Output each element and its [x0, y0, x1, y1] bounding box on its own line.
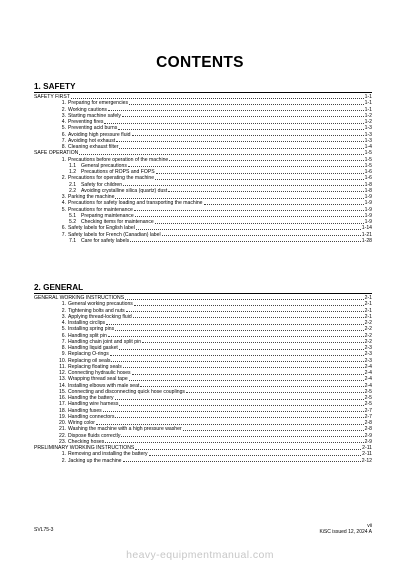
- toc-entry-page: 2-3: [364, 345, 372, 351]
- dot-leader: [133, 317, 364, 318]
- toc-entry-page: 2-4: [364, 382, 372, 389]
- toc-entry-title: Precautions for operating the machine: [68, 175, 155, 182]
- toc-entry-title: Handling wire harness: [68, 401, 119, 408]
- toc-entry-number: 1.: [61, 451, 66, 458]
- toc-entry-page: 1-6: [364, 169, 372, 175]
- section-general: [34, 283, 372, 464]
- toc-entry-page: 1-9: [364, 206, 372, 213]
- dot-leader: [96, 424, 364, 425]
- dot-leader: [134, 305, 364, 306]
- dot-leader: [132, 374, 364, 375]
- toc-entry-number: 15.: [59, 388, 67, 395]
- toc-entry-number: 21.: [59, 426, 67, 433]
- toc-entry-number: 1.: [61, 100, 66, 107]
- dot-leader: [108, 336, 364, 337]
- dot-leader: [115, 399, 364, 400]
- toc-entry-page: 2-7: [364, 413, 372, 420]
- toc-entry[interactable]: [34, 238, 372, 244]
- dot-leader: [103, 411, 364, 412]
- dot-leader: [129, 104, 364, 105]
- toc-entry-page: 1-9: [364, 212, 372, 219]
- toc-entry-number: 6.: [61, 332, 66, 339]
- dot-leader: [155, 223, 364, 224]
- toc-entry-page: 1-3: [364, 137, 372, 144]
- section-heading: 1. SAFETY: [34, 82, 76, 91]
- toc-entry-title: Applying thread-locking fluid: [68, 313, 132, 320]
- toc-entry-number: 2.: [61, 106, 66, 113]
- toc-entry-title: Handling chain joint and split pin: [68, 338, 142, 345]
- toc-entry-page: 1-3: [364, 125, 372, 132]
- section-divider: [34, 293, 372, 294]
- toc-entry-number: 7.1: [69, 237, 77, 244]
- toc-entry-number: 5.: [61, 326, 66, 333]
- toc-entry-page: 1-6: [364, 175, 372, 182]
- toc-entry-number: 2.2: [69, 187, 77, 194]
- toc-entry-title: Precautions of ROPS and FOPS: [81, 169, 155, 175]
- dot-leader: [149, 455, 362, 456]
- toc-entry-number: 8.: [61, 345, 66, 351]
- dot-leader: [132, 135, 364, 136]
- toc-entry-title: Dispose fluids correctly: [68, 432, 121, 439]
- toc-entry-page: 2-11: [362, 445, 372, 451]
- toc-entry-page: 2-3: [364, 357, 372, 364]
- toc-entry-title: Working cautions: [68, 106, 107, 113]
- dot-leader: [142, 342, 364, 343]
- dot-leader: [119, 148, 363, 149]
- toc-entry-page: 2-1: [364, 295, 372, 301]
- dot-leader: [108, 110, 364, 111]
- toc-entry-title: Connecting hydraulic hoses: [68, 370, 131, 376]
- toc-entry-title: Tightening bolts and nuts: [68, 307, 125, 314]
- toc-entry-title: Precautions for safety loading and transporting the machine: [68, 200, 203, 207]
- toc-entry-page: 1-21: [361, 231, 372, 238]
- toc-entry-title: GENERAL WORKING INSTRUCTIONS: [34, 295, 125, 301]
- dot-leader: [130, 241, 361, 242]
- toc-entry-title: Handling connectors: [68, 413, 115, 420]
- dot-leader: [123, 185, 364, 186]
- toc-entry-page: 2-1: [364, 301, 372, 308]
- toc-entry-page: 2-1: [364, 313, 372, 320]
- toc-entry-title: Safety for children: [81, 181, 123, 188]
- dot-leader: [162, 235, 361, 236]
- toc-entry-title: Precautions before operation of the machine: [68, 156, 169, 163]
- toc-entry-title: Avoiding hot exhaust: [68, 137, 116, 144]
- toc-entry-page: 2-9: [364, 438, 372, 445]
- toc-entry-page: 2-11: [362, 451, 372, 458]
- toc-entry-title: Handling split pin: [68, 332, 107, 339]
- toc-entry-page: 2-2: [364, 326, 372, 333]
- toc-entry-number: 5.: [61, 125, 66, 132]
- dot-leader: [125, 299, 364, 300]
- toc-entry-page: 1-2: [364, 119, 372, 125]
- toc-entry-title: Replacing oil seals: [68, 357, 111, 364]
- toc-entry-title: Checking items for maintenance: [81, 219, 154, 225]
- toc-entry-title: Checking hoses: [68, 438, 105, 445]
- toc-entry-page: 2-8: [364, 420, 372, 426]
- toc-entry-number: 22.: [59, 432, 67, 439]
- toc-entry-number: 7.: [61, 338, 66, 345]
- toc-entry-title: Replacing O-rings: [68, 351, 109, 358]
- toc-entry-page: 2-12: [361, 457, 372, 464]
- toc-entry-number: 1.1: [69, 162, 77, 169]
- toc-entry-title: Handling the battery: [68, 395, 114, 401]
- dot-leader: [111, 361, 363, 362]
- toc-entry-number: 1.2: [69, 169, 77, 175]
- toc-entry-page: 1-5: [364, 150, 372, 157]
- toc-entry-title: General working precautions: [68, 301, 133, 308]
- toc-entry-page: 2-9: [364, 432, 372, 439]
- dot-leader: [119, 349, 364, 350]
- toc-entry-number: 2.1: [69, 181, 77, 188]
- dot-leader: [168, 191, 363, 192]
- footer-issue: KiSC issued 12, 2024 A: [319, 529, 372, 535]
- toc-entry-page: 1-9: [364, 194, 372, 200]
- watermark: heavy-equipmentmanual.com: [126, 549, 274, 561]
- dot-leader: [123, 367, 364, 368]
- toc-entry-number: 2.: [61, 457, 66, 464]
- toc-entry-title: SAFETY FIRST: [34, 94, 70, 100]
- dot-leader: [119, 405, 363, 406]
- dot-leader: [140, 386, 363, 387]
- toc-entry-title: Wrapping thread seal tape: [68, 376, 128, 383]
- toc-entry-page: 2-4: [364, 370, 372, 376]
- toc-list: [34, 295, 372, 464]
- toc-entry-number: 6.: [61, 225, 66, 232]
- toc-entry-number: 3.: [61, 194, 66, 200]
- toc-entry-title: Safety labels for English label: [68, 225, 135, 232]
- toc-entry-title: Preparing for emergencies: [68, 100, 129, 107]
- dot-leader: [135, 449, 361, 450]
- toc-entry-number: 2.: [61, 175, 66, 182]
- section-divider: [34, 92, 372, 93]
- toc-entry-page: 2-5: [364, 388, 372, 395]
- dot-leader: [116, 141, 363, 142]
- dot-leader: [156, 173, 364, 174]
- dot-leader: [169, 160, 363, 161]
- toc-entry-number: 3.: [61, 112, 66, 119]
- dot-leader: [118, 129, 363, 130]
- dot-leader: [186, 392, 364, 393]
- toc-entry-number: 14.: [59, 382, 67, 389]
- toc-entry-title: PRELIMINARY WORKING INSTRUCTIONS: [34, 445, 135, 451]
- toc-entry-page: 2-7: [364, 407, 372, 414]
- toc-entry-page: 2-4: [364, 363, 372, 370]
- toc-entry-page: 2-1: [364, 307, 372, 314]
- toc-entry-number: 6.: [61, 131, 66, 138]
- toc-entry-number: 1.: [61, 156, 66, 163]
- dot-leader: [136, 229, 361, 230]
- dot-leader: [105, 442, 363, 443]
- toc-entry-page: 1-1: [364, 94, 372, 100]
- toc-entry-number: 7.: [61, 137, 66, 144]
- toc-entry-title: Jacking up the machine: [68, 457, 122, 464]
- dot-leader: [104, 123, 363, 124]
- toc-entry-title: Removing and installing the battery: [68, 451, 148, 458]
- toc-entry-page: 1-14: [361, 225, 372, 232]
- dot-leader: [129, 380, 364, 381]
- toc-entry-page: 1-5: [364, 162, 372, 169]
- toc-entry-number: 17.: [59, 401, 67, 408]
- toc-entry-number: 10.: [59, 357, 67, 364]
- toc-entry-title: Avoiding crystalline silica (quartz) dust: [81, 187, 168, 194]
- dot-leader: [122, 116, 364, 117]
- toc-entry-number: 18.: [59, 407, 67, 414]
- dot-leader: [204, 204, 364, 205]
- toc-entry-page: 1-28: [361, 237, 372, 244]
- toc-entry-number: 19.: [59, 413, 67, 420]
- toc-entry-number: 8.: [61, 144, 66, 150]
- toc-entry-number: 4.: [61, 320, 66, 326]
- toc-entry-page: 2-2: [364, 338, 372, 345]
- toc-entry-page: 2-3: [364, 351, 372, 358]
- toc-entry-title: Handling liquid gasket: [68, 345, 118, 351]
- dot-leader: [123, 461, 361, 462]
- toc-entry-number: 5.1: [69, 212, 77, 219]
- toc-entry-number: 7.: [61, 231, 66, 238]
- toc-entry-page: 1-3: [364, 131, 372, 138]
- toc-entry-page: 2-5: [364, 401, 372, 408]
- toc-entry-title: Safety labels for French (Canadian) label: [68, 231, 161, 238]
- toc-entry-title: Preventing fires: [68, 119, 104, 125]
- toc-entry-page: 1-9: [364, 219, 372, 225]
- toc-entry-number: 9.: [61, 351, 66, 358]
- toc-entry-page: 2-8: [364, 426, 372, 433]
- dot-leader: [110, 355, 364, 356]
- dot-leader: [71, 98, 364, 99]
- toc-entry-number: 3.: [61, 313, 66, 320]
- toc-entry-title: Installing elbows with male seat: [68, 382, 140, 389]
- toc-entry-title: Cleaning exhaust filter: [68, 144, 119, 150]
- toc-entry-title: Washing the machine with a high pressure washer: [68, 426, 182, 433]
- page-title: CONTENTS: [156, 54, 244, 71]
- dot-leader: [79, 154, 363, 155]
- toc-entry-page: 1-5: [364, 156, 372, 163]
- toc-entry-title: Parking the machine: [68, 194, 115, 200]
- toc-entry-title: Connecting and disconnecting quick hose couplings: [68, 388, 185, 395]
- toc-entry-number: 5.2: [69, 219, 77, 225]
- toc-entry-number: 4.: [61, 200, 66, 207]
- toc-entry-title: SAFE OPERATION: [34, 150, 79, 157]
- dot-leader: [183, 430, 364, 431]
- toc-entry-number: 12.: [59, 370, 67, 376]
- toc-entry-number: 23.: [59, 438, 67, 445]
- footer-page-info: [319, 523, 372, 535]
- dot-leader: [106, 324, 364, 325]
- toc-entry-title: Starting machine safely: [68, 112, 121, 119]
- toc-entry-title: Preventing acid burns: [68, 125, 118, 132]
- toc-entry-title: Preparing maintenance: [81, 212, 134, 219]
- toc-entry-number: 5.: [61, 206, 66, 213]
- toc-entry-page: 1-2: [364, 112, 372, 119]
- footer-page-number: vii: [367, 523, 372, 529]
- toc-entry-title: Avoiding high pressure fluid: [68, 131, 131, 138]
- dot-leader: [134, 210, 364, 211]
- section-heading: 2. GENERAL: [34, 283, 84, 292]
- dot-leader: [128, 166, 364, 167]
- toc-entry-page: 1-4: [364, 144, 372, 150]
- toc-entry-number: 16.: [59, 395, 67, 401]
- dot-leader: [115, 198, 363, 199]
- toc-entry-title: Installing spring pins: [68, 326, 115, 333]
- toc-entry-number: 20.: [59, 420, 67, 426]
- toc-entry-page: 2-2: [364, 320, 372, 326]
- toc-entry-page: 2-5: [364, 395, 372, 401]
- toc-entry-title: Precautions for maintenance: [68, 206, 133, 213]
- toc-entry[interactable]: [34, 458, 372, 464]
- toc-entry-title: Care for safety labels: [81, 237, 130, 244]
- dot-leader: [135, 216, 364, 217]
- toc-entry-page: 2-4: [364, 376, 372, 383]
- dot-leader: [126, 311, 364, 312]
- toc-entry-page: 1-8: [364, 181, 372, 188]
- toc-entry-page: 1-1: [364, 100, 372, 107]
- dot-leader: [115, 330, 363, 331]
- toc-entry-title: Installing circlips: [68, 320, 106, 326]
- toc-entry-number: 2.: [61, 307, 66, 314]
- dot-leader: [121, 436, 363, 437]
- toc-entry-page: 1-9: [364, 200, 372, 207]
- section-safety: [34, 82, 372, 244]
- toc-list: [34, 94, 372, 244]
- toc-entry-title: Replacing floating seals: [68, 363, 122, 370]
- toc-entry-page: 1-8: [364, 187, 372, 194]
- toc-entry-title: General precautions: [81, 162, 127, 169]
- dot-leader: [155, 179, 364, 180]
- toc-entry-number: 11.: [59, 363, 66, 370]
- toc-entry-number: 13.: [59, 376, 67, 383]
- toc-entry-page: 2-2: [364, 332, 372, 339]
- toc-entry-number: 4.: [61, 119, 66, 125]
- toc-entry-title: Wiring color: [68, 420, 95, 426]
- toc-entry-number: 1.: [61, 301, 66, 308]
- dot-leader: [115, 417, 363, 418]
- toc-entry-title: Handling fuses: [68, 407, 102, 414]
- toc-entry-page: 1-1: [364, 106, 372, 113]
- footer-model: SVL75-3: [34, 527, 54, 533]
